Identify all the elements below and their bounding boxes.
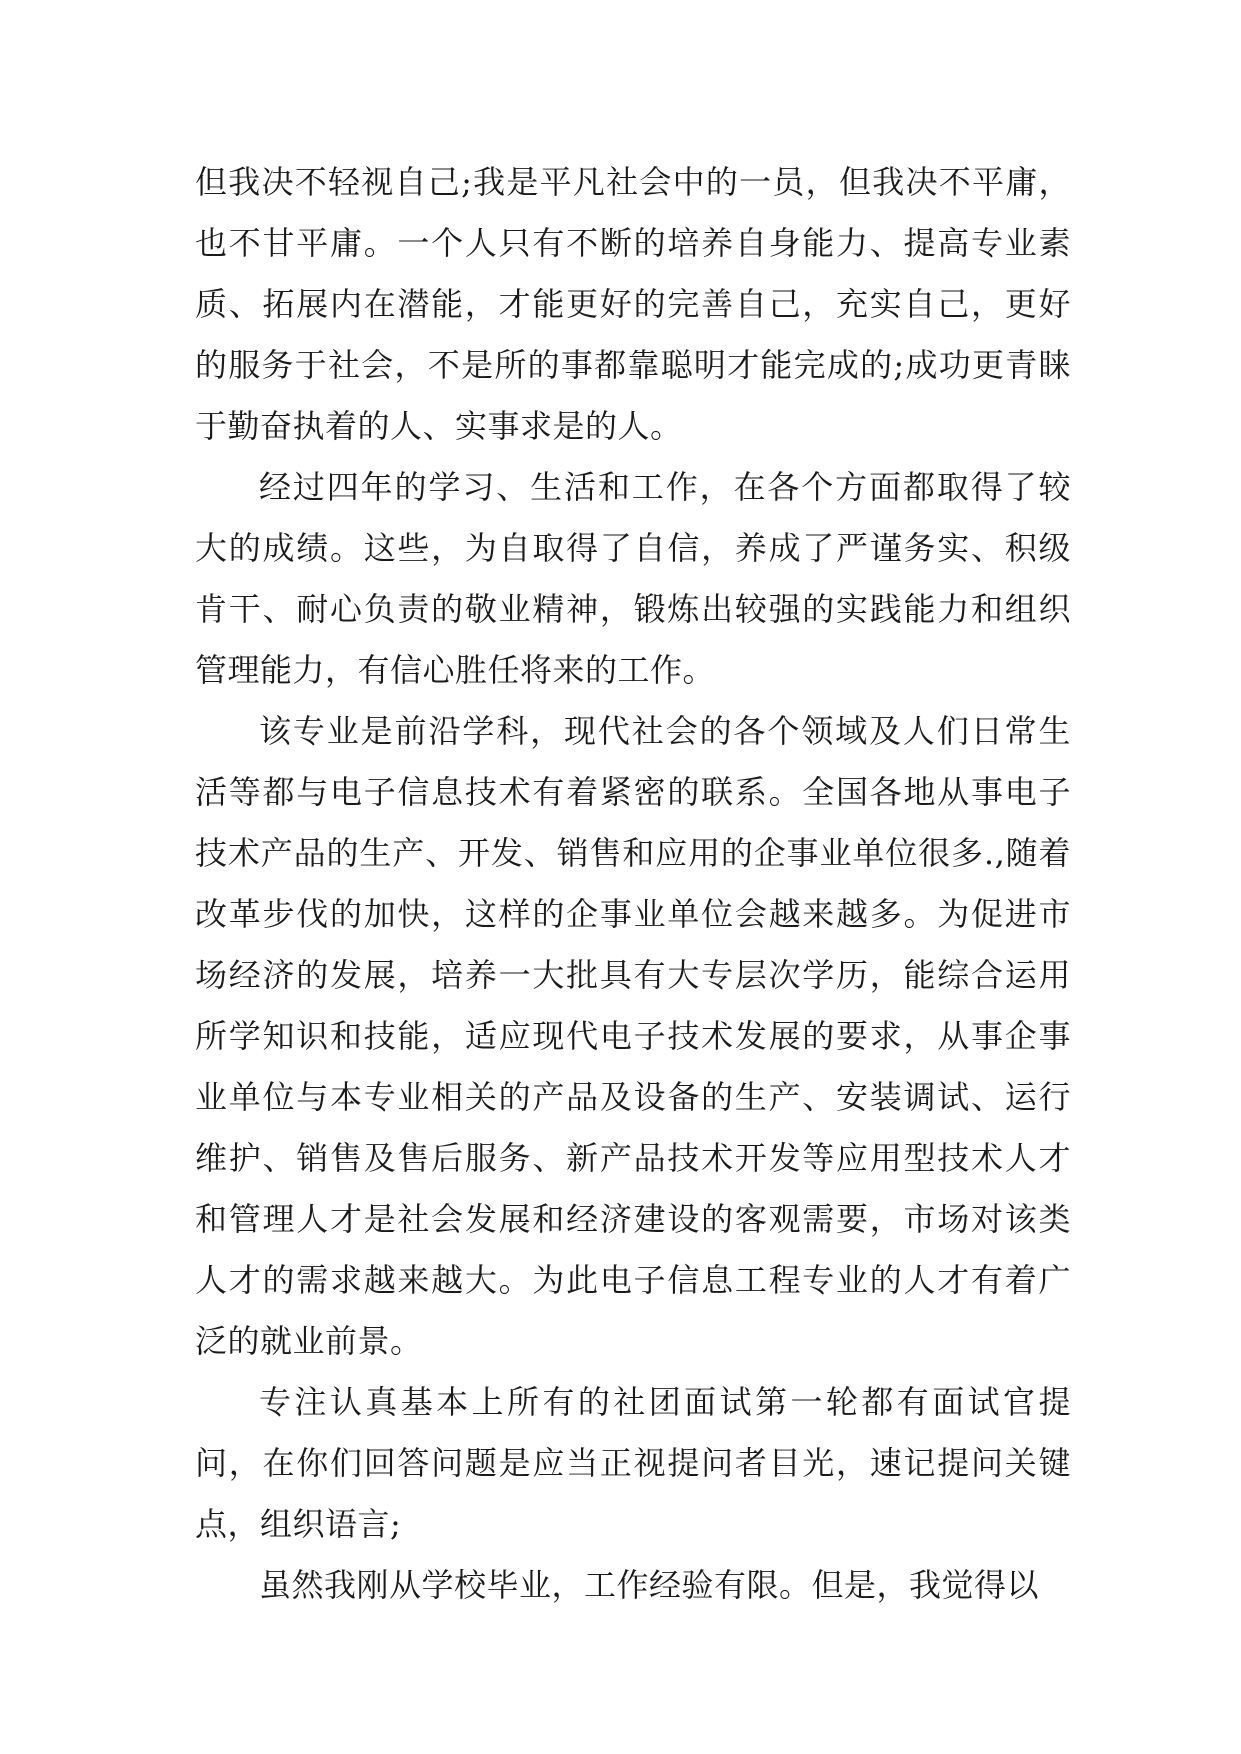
paragraph-5: 虽然我刚从学校毕业，工作经验有限。但是，我觉得以 [259, 1566, 1040, 1604]
paragraph-3: 该专业是前沿学科，现代社会的各个领域及人们日常生活等都与电子信息技术有着紧密的联系。全国各地从事电子技术产品的生产、开发、销售和应用的企事业单位很多.,随着改革步伐的加快，这样的企事业单位会越来越多。为促进市场经济的发展，培养一大批具有大专层次学历，能综合运用所学知识和技能，适应现代电子技术发展的要求，从事企事业单位与本专业相关的产品及设备的生产、安装调试、运行维护、销售及售后服务、新产品技术开发等应用型技术人才和管理人才是社会发展和经济建设的客观需要，市场对该类人才的需求越来越大。为此电子信息工程专业的人才有着广泛的就业前景。 [195, 712, 1071, 1360]
paragraph-1: 但我决不轻视自己;我是平凡社会中的一员，但我决不平庸，也不甘平庸。一个人只有不断的培养自身能力、提高专业素质、拓展内在潜能，才能更好的完善自己，充实自己，更好的服务于社会，不是所的事都靠聪明才能完成的;成功更青睐于勤奋执着的人、实事求是的人。 [195, 163, 1071, 445]
paragraph-4: 专注认真基本上所有的社团面试第一轮都有面试官提问，在你们回答问题是应当正视提问者目光，速记提问关键点，组织语言; [195, 1383, 1071, 1543]
document-body [195, 152, 1071, 1616]
paragraph-2: 经过四年的学习、生活和工作，在各个方面都取得了较大的成绩。这些，为自取得了自信，养成了严谨务实、积级肯干、耐心负责的敬业精神，锻炼出较强的实践能力和组织管理能力，有信心胜任将来的工作。 [195, 468, 1071, 689]
